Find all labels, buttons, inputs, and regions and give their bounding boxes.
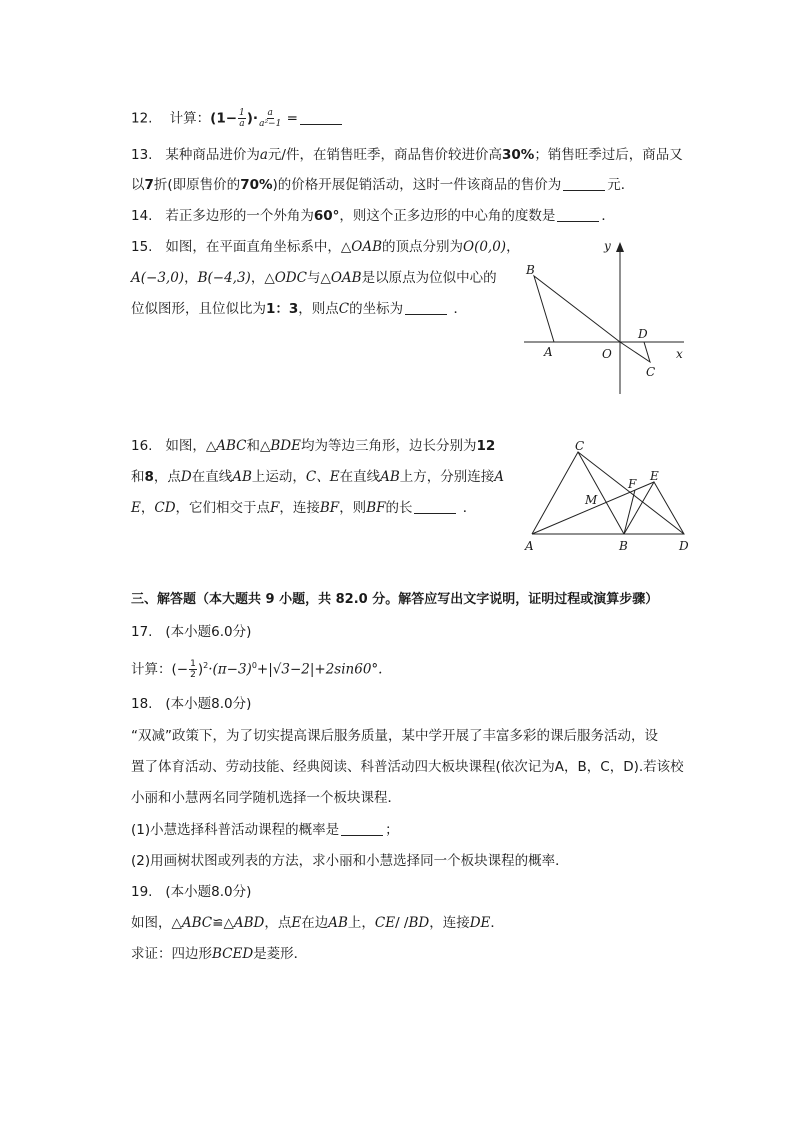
question-19-line-1: 如图，△ABC≌△ABD，点E在边AB上，CE/ /BD，连接DE． xyxy=(131,915,504,931)
question-16-line-1: 16. 如图，△ABC和△BDE均为等边三角形，边长分别为12 xyxy=(131,438,496,454)
triangle-ABC xyxy=(532,452,624,534)
label-B: B xyxy=(526,263,535,277)
label-y: y xyxy=(604,239,611,253)
answer-blank[interactable] xyxy=(300,110,342,125)
label-E: E xyxy=(650,469,659,483)
answer-blank[interactable] xyxy=(341,821,383,836)
label-F: F xyxy=(628,477,637,491)
fraction: $\frac{a}{\text{a²−1}}$ xyxy=(259,108,282,129)
fraction: $\frac{1}{a}$ xyxy=(239,108,245,129)
fraction: $\frac{1}{2}$ xyxy=(190,659,196,680)
question-15-line-2: A(−3,0)，B(−4,3)，△ODC与△OAB是以原点为位似中心的 xyxy=(131,270,497,286)
label-D: D xyxy=(679,539,689,553)
question-18-paragraph-1: “双减”政策下，为了切实提高课后服务质量，某中学开展了丰富多彩的课后服务活动，设 xyxy=(131,728,658,744)
question-16-line-3: E，CD，它们相交于点F，连接BF，则BF的长 ． xyxy=(131,500,477,516)
question-18-paragraph-3: 小丽和小慧两名同学随机选择一个板块课程． xyxy=(131,790,401,806)
figure-equilateral-triangles xyxy=(520,436,700,556)
answer-blank[interactable] xyxy=(405,300,447,315)
label-C: C xyxy=(575,439,585,453)
answer-blank[interactable] xyxy=(414,499,456,514)
question-19-line-2: 求证：四边形BCED是菱形． xyxy=(131,946,308,962)
label-A: A xyxy=(525,539,534,553)
y-axis-arrow xyxy=(616,242,624,252)
label-M: M xyxy=(585,493,598,507)
question-17-header: 17. (本小题6.0分) xyxy=(131,624,252,640)
question-number: 12. xyxy=(131,110,153,127)
answer-blank[interactable] xyxy=(557,207,599,222)
answer-blank[interactable] xyxy=(563,176,605,191)
question-18-paragraph-2: 置了体育活动、劳动技能、经典阅读、科普活动四大板块课程(依次记为A，B，C，D).若该校 xyxy=(131,759,684,775)
label-O: O xyxy=(602,347,612,361)
section-3-heading: 三、解答题（本大题共 9 小题，共 82.0 分。解答应写出文字说明，证明过程或演算步骤） xyxy=(131,592,659,607)
label-A: A xyxy=(544,345,553,359)
question-15-line-1: 15. 如图，在平面直角坐标系中，△OAB的顶点分别为O(0,0)， xyxy=(131,239,520,255)
question-18-sub-2: (2)用画树状图或列表的方法，求小丽和小慧选择同一个板块课程的概率． xyxy=(131,853,569,869)
question-19-header: 19. (本小题8.0分) xyxy=(131,884,252,900)
triangle-OAB xyxy=(534,276,620,342)
label-B: B xyxy=(619,539,628,553)
question-18-sub-1: (1)小慧选择科普活动课程的概率是 ； xyxy=(131,822,399,838)
label-C: C xyxy=(646,365,656,379)
question-13-line-1: 13. 某种商品进价为a元/件，在销售旺季，商品售价较进价高30%；销售旺季过后，商品又 xyxy=(131,147,683,163)
triangle-ODC xyxy=(620,342,650,362)
question-14: 14. 若正多边形的一个外角为60°，则这个正多边形的中心角的度数是 ． xyxy=(131,208,615,224)
question-12: 12. 计算：(1− $\frac{1}{a}$ )· $\frac{a}{\text{a²−1}}$ = xyxy=(131,108,344,129)
question-15-line-3: 位似图形，且位似比为1：3，则点C的坐标为 ． xyxy=(131,301,467,317)
question-16-line-2: 和8，点D在直线AB上运动，C、E在直线AB上方，分别连接A xyxy=(131,469,505,485)
question-17-body: 计算：(− $\frac{1}{2}$ )$^2\cdot(\pi-3)^0+|√3-2|+2\sin 60^\circ$. xyxy=(131,659,383,680)
segment-BF xyxy=(624,490,635,534)
figure-coordinate-plane xyxy=(518,236,698,398)
label-x: x xyxy=(676,347,683,361)
label-D: D xyxy=(638,327,648,341)
question-18-header: 18. (本小题8.0分) xyxy=(131,696,252,712)
question-13-line-2: 以7折(即原售价的70%)的价格开展促销活动，这时一件该商品的售价为 元． xyxy=(131,177,635,193)
